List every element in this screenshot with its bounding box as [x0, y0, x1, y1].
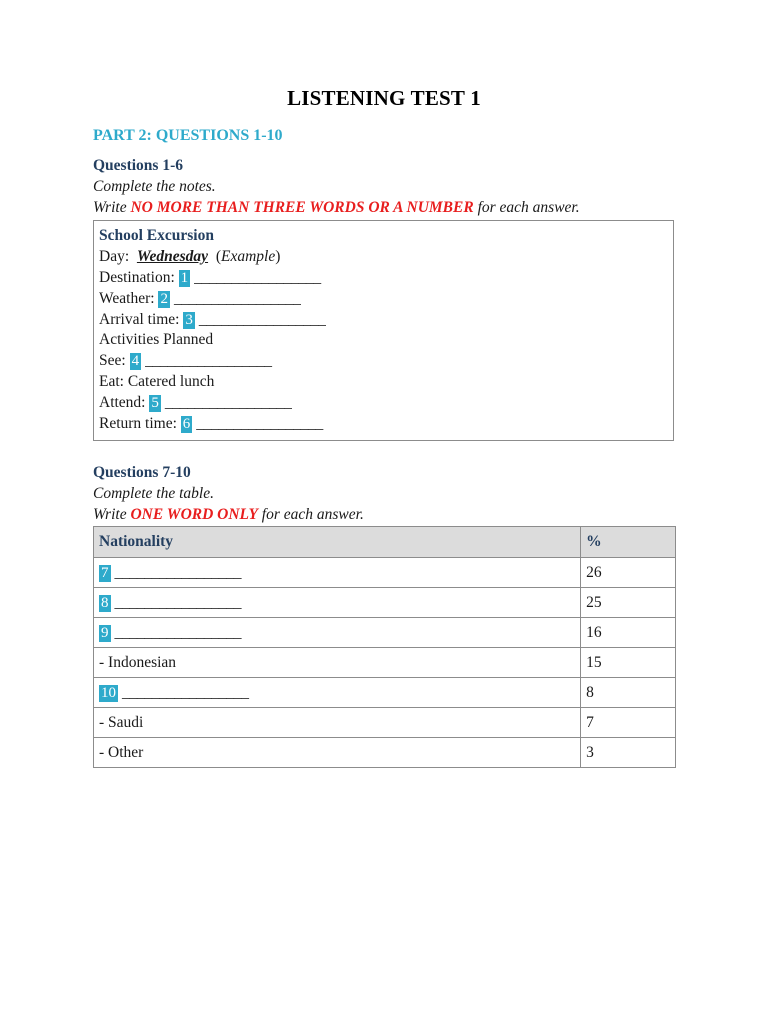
questions-1-6-word-limit — [93, 199, 580, 217]
table-row — [94, 648, 676, 678]
percent-cell: 16 — [581, 618, 676, 648]
answer-blank[interactable]: _________________ — [145, 352, 272, 369]
day-label: Day: — [99, 248, 130, 265]
notes-item-weather — [99, 290, 301, 308]
notes-activities-heading: Activities Planned — [99, 331, 214, 348]
answer-blank[interactable]: _________________ — [114, 593, 242, 611]
notes-item-attend — [99, 394, 292, 412]
write-suffix: for each answer. — [473, 199, 580, 216]
answer-blank[interactable]: _________________ — [114, 563, 242, 581]
question-number-badge: 6 — [182, 416, 191, 432]
percent-cell: 3 — [581, 738, 676, 768]
notes-item-destination — [99, 269, 321, 287]
example-open: ( — [211, 248, 221, 265]
table-row — [94, 588, 676, 618]
nationality-cell: - Other — [94, 738, 581, 768]
percent-cell: 26 — [581, 558, 676, 588]
item-label: Attend: — [99, 394, 146, 411]
answer-blank[interactable]: _________________ — [194, 269, 321, 286]
question-number-badge: 1 — [180, 270, 189, 286]
notes-item-return-time — [99, 415, 323, 433]
answer-blank[interactable]: _________________ — [122, 683, 249, 701]
day-example-answer: Wednesday — [136, 248, 209, 265]
item-label: Weather: — [99, 290, 155, 307]
item-label: Arrival time: — [99, 311, 180, 328]
question-number-badge: 10 — [101, 684, 116, 701]
notes-item-see — [99, 352, 272, 370]
question-number-badge: 2 — [160, 291, 168, 307]
nationality-cell: - Saudi — [94, 708, 581, 738]
notes-day-line — [99, 248, 280, 266]
table-row — [94, 678, 676, 708]
column-header-percent: % — [581, 527, 676, 558]
word-limit-emphasis: NO MORE THAN THREE WORDS OR A NUMBER — [130, 199, 474, 216]
table-header-row — [94, 527, 676, 558]
example-word: Example — [221, 248, 276, 265]
questions-7-10-word-limit — [93, 506, 364, 524]
column-header-nationality: Nationality — [94, 527, 581, 558]
question-number-badge: 3 — [185, 312, 193, 328]
questions-7-10-instruction: Complete the table. — [93, 485, 214, 502]
page-title: LISTENING TEST 1 — [287, 86, 481, 110]
nationality-cell — [94, 618, 581, 648]
notes-item-arrival-time — [99, 311, 326, 329]
percent-cell: 7 — [581, 708, 676, 738]
notes-box — [93, 220, 674, 441]
write-prefix: Write — [93, 199, 131, 216]
percent-cell: 25 — [581, 588, 676, 618]
question-number-badge: 8 — [101, 594, 109, 611]
question-number-badge: 5 — [151, 395, 159, 411]
nationality-cell — [94, 678, 581, 708]
table-row — [94, 708, 676, 738]
nationality-table — [93, 526, 676, 768]
nationality-cell — [94, 558, 581, 588]
question-number-badge: 4 — [131, 353, 140, 369]
table-row — [94, 618, 676, 648]
word-limit-emphasis: ONE WORD ONLY — [130, 506, 258, 523]
notes-eat-line: Eat: Catered lunch — [99, 373, 215, 390]
answer-blank[interactable]: _________________ — [196, 415, 323, 432]
item-label: Return time: — [99, 415, 177, 432]
answer-blank[interactable]: _________________ — [114, 623, 242, 641]
questions-1-6-heading: Questions 1-6 — [93, 157, 183, 174]
item-label: See: — [99, 352, 126, 369]
questions-7-10-heading: Questions 7-10 — [93, 464, 191, 481]
question-number-badge: 9 — [101, 624, 109, 641]
answer-blank[interactable]: _________________ — [164, 394, 292, 411]
item-label: Destination: — [99, 269, 175, 286]
write-prefix: Write — [93, 506, 131, 523]
example-close: ) — [275, 248, 281, 265]
nationality-cell — [94, 588, 581, 618]
percent-cell: 8 — [581, 678, 676, 708]
questions-1-6-instruction: Complete the notes. — [93, 178, 216, 195]
write-suffix: for each answer. — [257, 506, 364, 523]
question-number-badge: 7 — [101, 564, 109, 581]
notes-heading: School Excursion — [99, 227, 214, 244]
nationality-cell: - Indonesian — [94, 648, 581, 678]
answer-blank[interactable]: _________________ — [173, 290, 301, 307]
table-row — [94, 738, 676, 768]
table-row — [94, 558, 676, 588]
answer-blank[interactable]: _________________ — [198, 311, 326, 328]
percent-cell: 15 — [581, 648, 676, 678]
part-heading: PART 2: QUESTIONS 1-10 — [93, 127, 283, 144]
